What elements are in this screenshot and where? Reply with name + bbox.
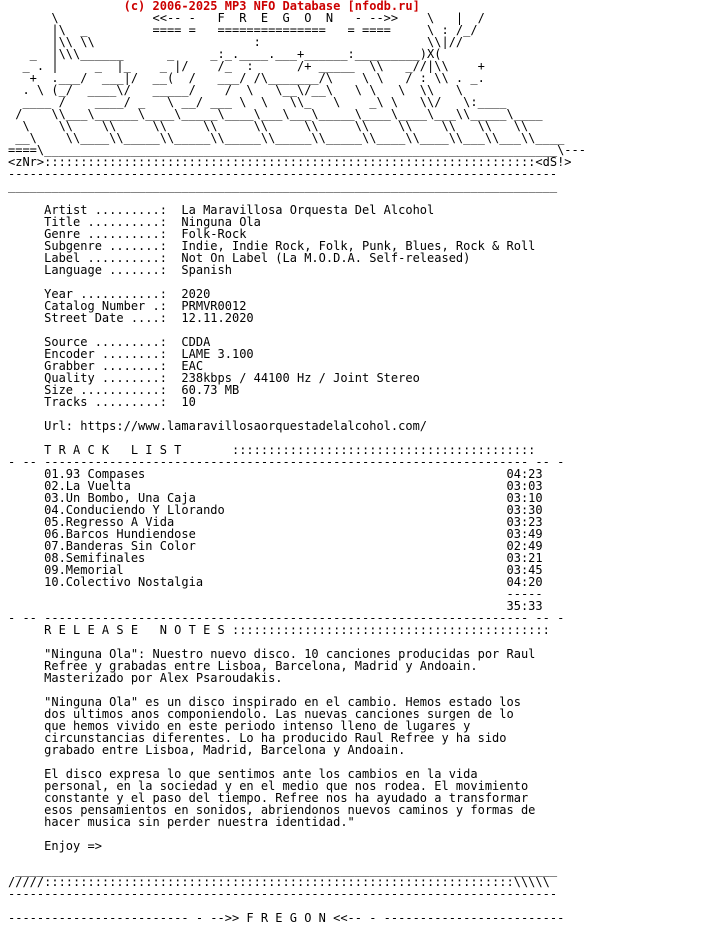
ascii-art-line: / \\___\______\____\_____\____\___\___\_____\____\____\___\\_____\____ xyxy=(8,107,543,121)
info-line: Grabber ........: EAC xyxy=(8,359,204,373)
ascii-art-line: ____________________________________________________________________________ xyxy=(8,179,558,193)
notes-line: Enjoy => xyxy=(8,839,102,853)
notes-line: - -- ------------------------------------------------------------------- -- - xyxy=(8,611,565,625)
ascii-art-line: __\ \\____\\_____\\_____\\_____\\_____\\_____\\____\\____\\___\\___\\____ xyxy=(8,131,565,145)
notes-line: hacer musica sin perder nuestra identidad." xyxy=(8,815,355,829)
track-line: 01.93 Compases 04:23 xyxy=(8,467,543,481)
notes-line: Refree y grabadas entre Lisboa, Barcelona, Madrid y Andoain. xyxy=(8,659,478,673)
info-line: Size ...........: 60.73 MB xyxy=(8,383,240,397)
notes-line: ------------------------- - -->> F R E G O N <<-- - ------------------------- xyxy=(8,911,565,925)
info-line: Label ..........: Not On Label (La M.O.D.A. Self-released) xyxy=(8,251,471,265)
notes-line: personal, en la sociedad y en el medio que nos rodea. El movimiento xyxy=(8,779,529,793)
info-line: Title ..........: Ninguna Ola xyxy=(8,215,261,229)
track-line: 02.La Vuelta 03:03 xyxy=(8,479,543,493)
ascii-art-line: \ <<-- - F R E G O N - -->> \ | / xyxy=(8,11,485,25)
info-line: Subgenre .......: Indie, Indie Rock, Folk, Punk, Blues, Rock & Roll xyxy=(8,239,536,253)
track-line: 08.Semifinales 03:21 xyxy=(8,551,543,565)
notes-line: "Ninguna Ola" es un disco inspirado en el cambio. Hemos estado los xyxy=(8,695,521,709)
track-line: 04.Conduciendo Y Llorando 03:30 xyxy=(8,503,543,517)
notes-line: dos ultimos anos componiendolo. Las nuevas canciones surgen de lo xyxy=(8,707,514,721)
info-line: Street Date ....: 12.11.2020 xyxy=(8,311,254,325)
notes-line: Masterizado por Alex Psaroudakis. xyxy=(8,671,283,685)
track-line: 07.Banderas Sin Color 02:49 xyxy=(8,539,543,553)
track-line: 35:33 xyxy=(8,599,543,613)
info-line: Catalog Number .: PRMVR0012 xyxy=(8,299,247,313)
notes-line xyxy=(8,828,720,840)
ascii-art-line: _ |\\\______ _ _:_.____.___+______:_________)X( xyxy=(8,47,471,61)
info-line: Source .........: CDDA xyxy=(8,335,211,349)
ascii-art-line: ____ / ____/ _ \ __/ ___ \ \ \\_ \ _\ \ \\/ \:____ xyxy=(8,95,507,109)
notes-line: ___________________________________________________________________________ xyxy=(8,863,558,877)
ascii-art-line: _ . | _ |_ _ |/ /_ : /+ _____ \\ _//|\\ + xyxy=(8,59,485,73)
ascii-art-line: |\\ \\ : \\|// xyxy=(8,35,464,49)
track-list xyxy=(8,468,720,612)
ascii-art-line: . \ (_/ ____\/ _____/ / \ \__\/__\ \ \ \ \\ \ xyxy=(8,83,464,97)
info-line: Quality ........: 238kbps / 44100 Hz / Joint Stereo xyxy=(8,371,420,385)
info-line: Encoder ........: LAME 3.100 xyxy=(8,347,254,361)
notes-line: esos pensamientos en sonidos, abriendonos nuevos caminos y formas de xyxy=(8,803,536,817)
notes-line: que hemos vivido en este periodo intenso lleno de lugares y xyxy=(8,719,471,733)
info-line: Year ...........: 2020 xyxy=(8,287,211,301)
info-line: T R A C K L I S T :::::::::::::::::::::::::::::::::::::::::: xyxy=(8,443,536,457)
track-line: ----- xyxy=(8,587,543,601)
ascii-art-line: ---------------------------------------------------------------------------- xyxy=(8,167,558,181)
track-line: 06.Barcos Hundiendose 03:49 xyxy=(8,527,543,541)
database-header: (c) 2006-2025 MP3 NFO Database [nfodb.ru] xyxy=(8,0,420,13)
ascii-art-line: \ \\ \\ \\ \\ \\ \\ \\ \\ \\ \\ \\ xyxy=(8,119,529,133)
release-notes xyxy=(8,612,720,924)
track-line: 09.Memorial 03:45 xyxy=(8,563,543,577)
ascii-art-line: <zNr>::::::::::::::::::::::::::::::::::::::::::::::::::::::::::::::::::::<dS!> xyxy=(8,155,572,169)
notes-line: grabado entre Lisboa, Madrid, Barcelona y Andoain. xyxy=(8,743,406,757)
info-line: Artist .........: La Maravillosa Orquesta Del Alcohol xyxy=(8,203,435,217)
info-line: - -- ------------------------------------------------------------------- -- - xyxy=(8,455,565,469)
notes-line: R E L E A S E N O T E S :::::::::::::::::::::::::::::::::::::::::::: xyxy=(8,623,550,637)
notes-line: El disco expresa lo que sentimos ante los cambios en la vida xyxy=(8,767,478,781)
notes-line: constante y el paso del tiempo. Refree nos ha ayudado a transformar xyxy=(8,791,529,805)
notes-line: "Ninguna Ola": Nuestro nuevo disco. 10 canciones producidas por Raul xyxy=(8,647,536,661)
track-line: 10.Colectivo Nostalgia 04:20 xyxy=(8,575,543,589)
notes-line: circunstancias diferentes. Lo ha producido Raul Refree y ha sido xyxy=(8,731,507,745)
track-line: 05.Regresso A Vida 03:23 xyxy=(8,515,543,529)
ascii-art-line: + .___/ ___|/ __( / ___/ /\_______/\ \ \ / : \\ . _. xyxy=(8,71,485,85)
ascii-art-line: ====\_______________________________________________________________________\--- xyxy=(8,143,586,157)
notes-line: ---------------------------------------------------------------------------- xyxy=(8,887,558,901)
track-line: 03.Un Bombo, Una Caja 03:10 xyxy=(8,491,543,505)
info-line: Language .......: Spanish xyxy=(8,263,232,277)
release-info xyxy=(8,192,720,468)
info-line: Genre ..........: Folk-Rock xyxy=(8,227,247,241)
info-line: Url: https://www.lamaravillosaorquestadelalcohol.com/ xyxy=(8,419,428,433)
notes-line: /////:::::::::::::::::::::::::::::::::::::::::::::::::::::::::::::::::\\\\\ xyxy=(8,875,550,889)
ascii-art-logo xyxy=(8,12,720,192)
ascii-art-line: |\ _ ==== = =============== = ==== \ : /_/ xyxy=(8,23,478,37)
info-line: Tracks .........: 10 xyxy=(8,395,196,409)
